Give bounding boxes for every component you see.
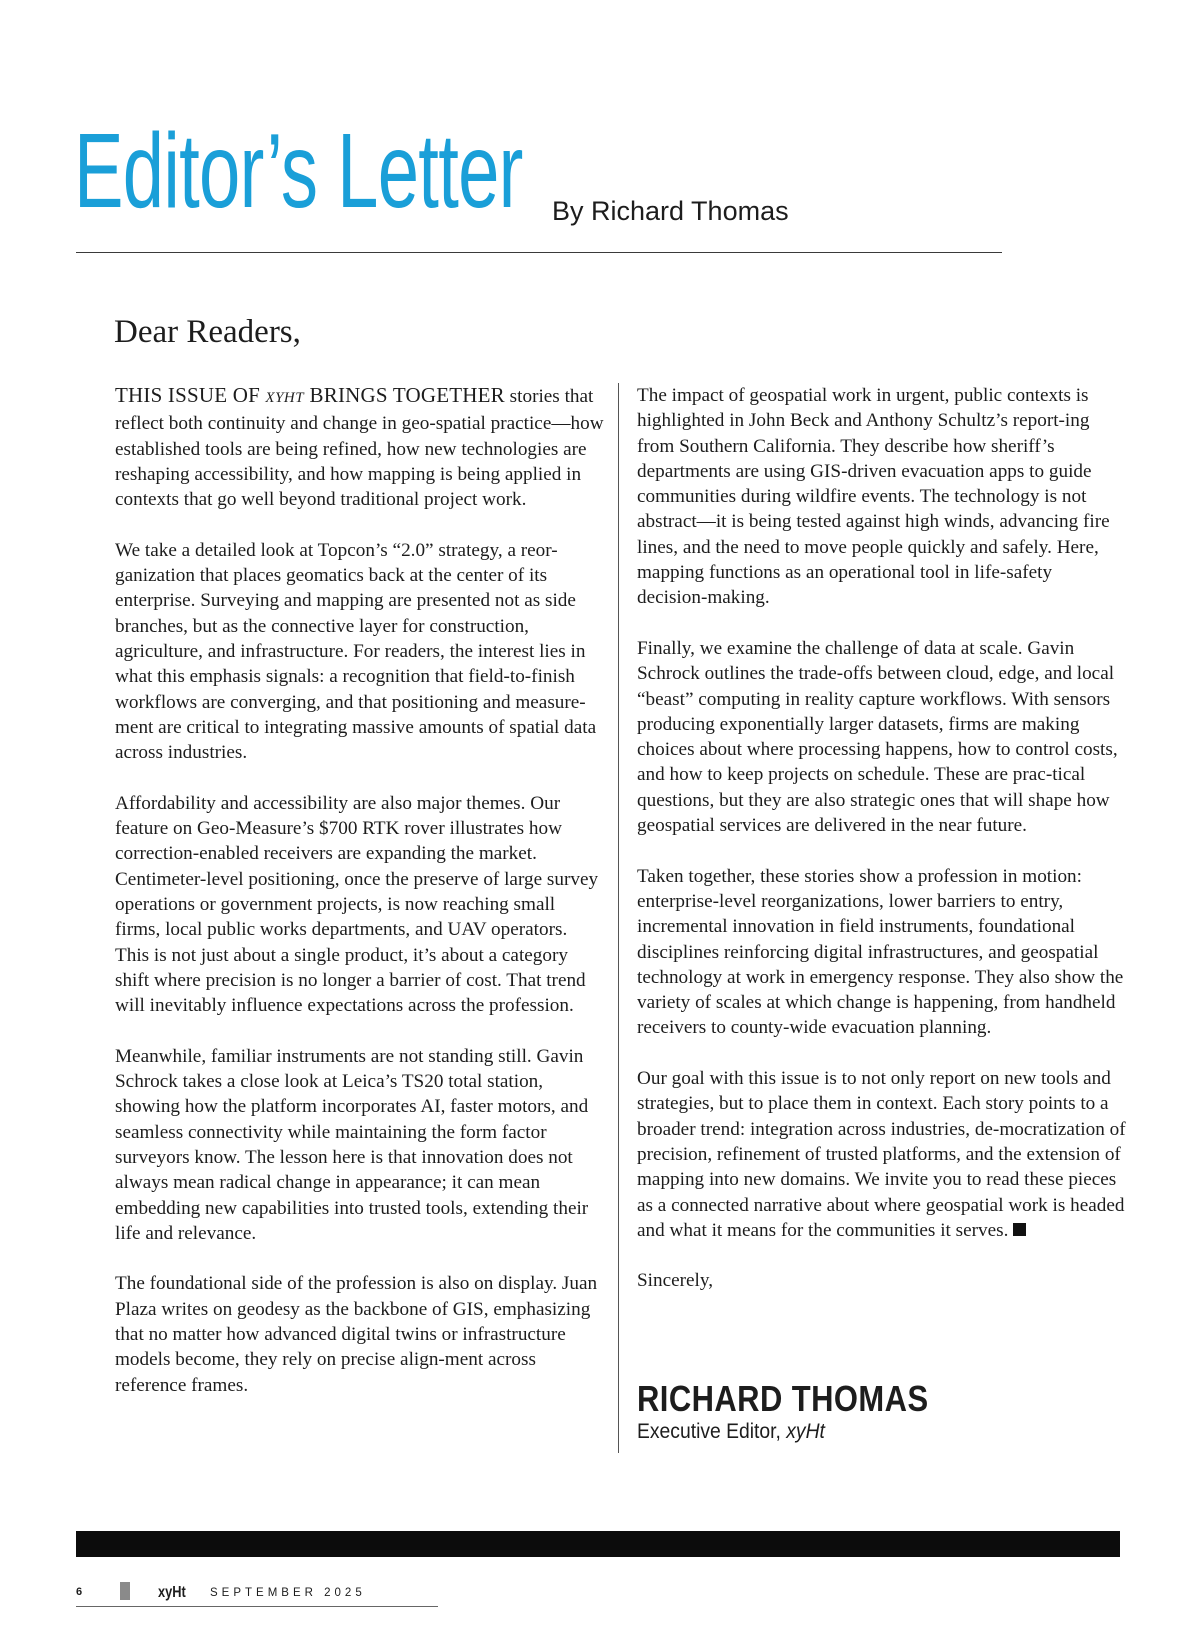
paragraph-data-scale: Finally, we examine the challenge of data at scale. Gavin Schrock outlines the trade-offs between cloud, edge, and local “beast” computing in reality capture workflows. With sensors producing exponentially larger datasets, firms are making choices about where processing happens, how to control costs, and how to keep projects on schedule. These are prac-tical questions, but they are also strategic ones that will shape how geospatial services are delivered in the near future. (637, 637, 1118, 837)
footer-block-icon (120, 1582, 130, 1600)
salutation: Dear Readers, (114, 314, 301, 350)
paragraph-goal (637, 1066, 1127, 1243)
footer-magazine-name: xyHt (158, 1584, 186, 1601)
paragraph-topcon: We take a detailed look at Topcon’s “2.0” strategy, a reor-ganization that places geomatics back at the center of its enterprise. Surveying and mapping are presented not as side branches, but as the connective layer for construction, agriculture, and infrastructure. For readers, the interest lies in what this emphasis signals: a recognition that field-to-finish workflows are converging, and that positioning and measure-ment are critical to integrating massive amounts of spatial data across industries. (115, 539, 597, 764)
paragraph-taken-together: Taken together, these stories show a profession in motion: enterprise-level reorganizations, lower barriers to entry, incremental innovation in field instruments, foundational disciplines reinforcing digital infrastructures, and geospatial technology at work in emergency response. They also show the variety of scales at which change is happening, from handheld receivers to county-wide evacuation planning. (637, 865, 1124, 1039)
header-divider (76, 252, 1002, 253)
page-number: 6 (76, 1586, 83, 1598)
paragraph-affordability: Affordability and accessibility are also major themes. Our feature on Geo-Measure’s $700 RTK rover illustrates how correction-enabled receivers are expanding the market. Centimeter-level positioning, once the preserve of large survey operations or government projects, is now reaching small firms, local public works departments, and UAV operators. This is not just about a single product, it’s about a category shift where precision is no longer a barrier of cost. That trend will inevitably influence expectations across the profession. (115, 792, 599, 1017)
paragraph-instruments: Meanwhile, familiar instruments are not standing still. Gavin Schrock takes a close look at Leica’s TS20 total station, showing how the platform incorporates AI, faster motors, and seamless connectivity while maintaining the form factor surveyors know. The lesson here is that innovation does not always mean radical change in appearance; it can mean embedding new capabilities into trusted tools, extending their life and relevance. (115, 1045, 589, 1244)
left-column (115, 383, 605, 1423)
lede-magazine-name: XYHT (265, 390, 305, 406)
end-mark-icon (1013, 1223, 1026, 1236)
right-column (637, 383, 1127, 1319)
footer-date: SEPTEMBER 2025 (210, 1587, 366, 1599)
signoff: Sincerely, (637, 1270, 714, 1292)
signature-title-prefix: Executive Editor, (637, 1420, 787, 1443)
page-footer (76, 1584, 438, 1607)
signature-name: RICHARD THOMAS (637, 1378, 929, 1419)
signature-title-magazine: xyHt (786, 1420, 825, 1443)
paragraph-wildfire: The impact of geospatial work in urgent, public contexts is highlighted in John Beck and Anthony Schultz’s report-ing from Southern California. They describe how sheriff’s departments are using GIS-driven evacuation apps to guide communities during wildfire events. The technology is not abstract—it is being tested against high winds, advancing fire lines, and the need to move people quickly and safely. Here, mapping functions as an operational tool in life-safety decision-making. (637, 385, 1110, 609)
paragraph-goal-text: Our goal with this issue is to not only report on new tools and strategies, but to place them in context. Each story points to a broader trend: integration across industries, de-mocratization of precision, refinement of trusted platforms, and the extension of mapping into new domains. We invite you to read these pieces as a connected narrative about where geospatial work is headed and what it means for the communities it serves. (637, 1068, 1126, 1241)
lede-caps-2: BRINGS TOGETHER (304, 383, 505, 407)
byline: By Richard Thomas (552, 196, 789, 226)
paragraph-geodesy: The foundational side of the profession is also on display. Juan Plaza writes on geodesy as the backbone of GIS, emphasizing that no matter how advanced digital twins or infrastructure models become, they rely on precise align-ment across reference frames. (115, 1273, 598, 1396)
column-divider (618, 383, 619, 1453)
page-title: Editor’s Letter (74, 112, 523, 230)
lede-caps-1: THIS ISSUE OF (115, 383, 266, 407)
paragraph-intro-text: stories that reflect both continuity and change in geo-spatial practice—how established tools are being refined, how new technologies are reshaping accessibility, and how mapping is being applied in contexts that go well beyond traditional project work. (115, 386, 604, 511)
footer-bar (76, 1531, 1120, 1557)
signature-title (637, 1421, 825, 1442)
paragraph-intro (115, 383, 605, 512)
